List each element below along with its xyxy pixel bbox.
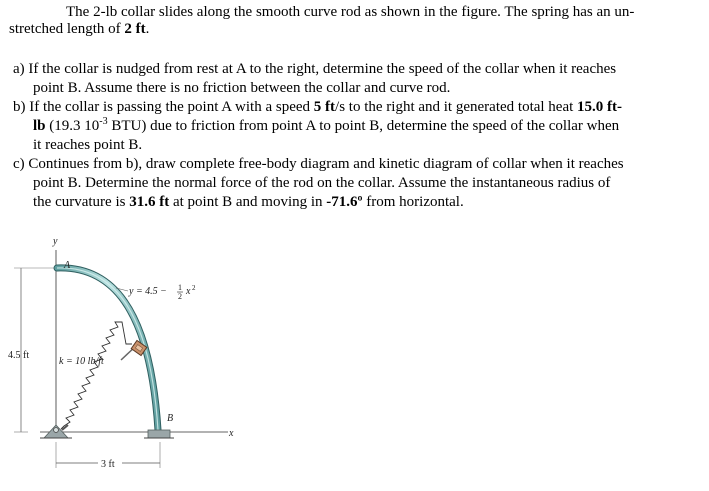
equation-leader [116,288,128,291]
intro-period: . [145,21,150,37]
spring-stiffness-label: k = 10 lb/ft [59,356,104,367]
part-c-text-2: at point B and moving in [169,194,327,210]
part-c-line-3 [33,193,464,212]
part-b-line-3: it reaches point B. [33,137,143,153]
equation-fraction-num: 1 [178,283,182,292]
equation-exponent: 2 [192,284,196,292]
heat-value: 15.0 ft- [577,99,623,115]
equation-fraction-den: 2 [178,292,182,301]
x-axis-label: x [229,428,234,439]
point-b-label: B [167,413,174,424]
part-b-text-1: b) If the collar is passing the point A with a speed [13,99,314,115]
part-c-line-2: point B. Determine the normal force of the rod on the collar. Assume the instantaneous radius of [33,175,611,191]
right-support [144,430,174,438]
point-a-label: A [64,260,71,271]
curve-equation: y = 4.5 − [129,286,167,297]
heat-unit: lb [33,118,46,134]
part-c-line-1: c) Continues from b), draw complete free-body diagram and kinetic diagram of collar when it reaches [13,156,624,172]
intro-line-2 [9,20,149,39]
part-c-text-1: the curvature is [33,194,130,210]
part-a-line-2: point B. Assume there is no friction between the collar and curve rod. [33,80,451,96]
intro-line-1 [66,3,634,22]
radius-value: 31.6 ft [129,194,170,210]
spring [61,322,132,429]
height-dim-label: 4.5 ft [8,350,30,361]
btu-exponent: -3 [99,116,108,127]
y-axis-label: y [53,236,58,247]
collar [131,340,147,355]
part-b-text-2: /s to the right and it generated total heat [335,99,578,115]
angle-value: -71.6º [326,194,363,210]
intro-text-1: The 2-lb collar slides along the smooth curve rod as shown in the figure. The spring has an un- [66,4,635,20]
width-dim-label: 3 ft [101,459,115,470]
part-b-line-2 [33,117,619,136]
equation-x: x [186,286,191,297]
speed-value: 5 ft [313,99,336,115]
intro-text-2: stretched length of [9,21,125,37]
part-b-text-3: BTU) due to friction from point A to point B, determine the speed of the collar when [107,118,620,134]
part-b-line-1 [13,98,622,117]
unstretched-length: 2 ft [124,21,146,37]
part-a-line-1: a) If the collar is nudged from rest at A to the right, determine the speed of the collar when it reaches [13,61,617,77]
btu-value: (19.3 10 [45,118,100,134]
part-c-text-3: from horizontal. [362,194,464,210]
left-support [40,425,72,438]
curved-rod [57,268,158,430]
